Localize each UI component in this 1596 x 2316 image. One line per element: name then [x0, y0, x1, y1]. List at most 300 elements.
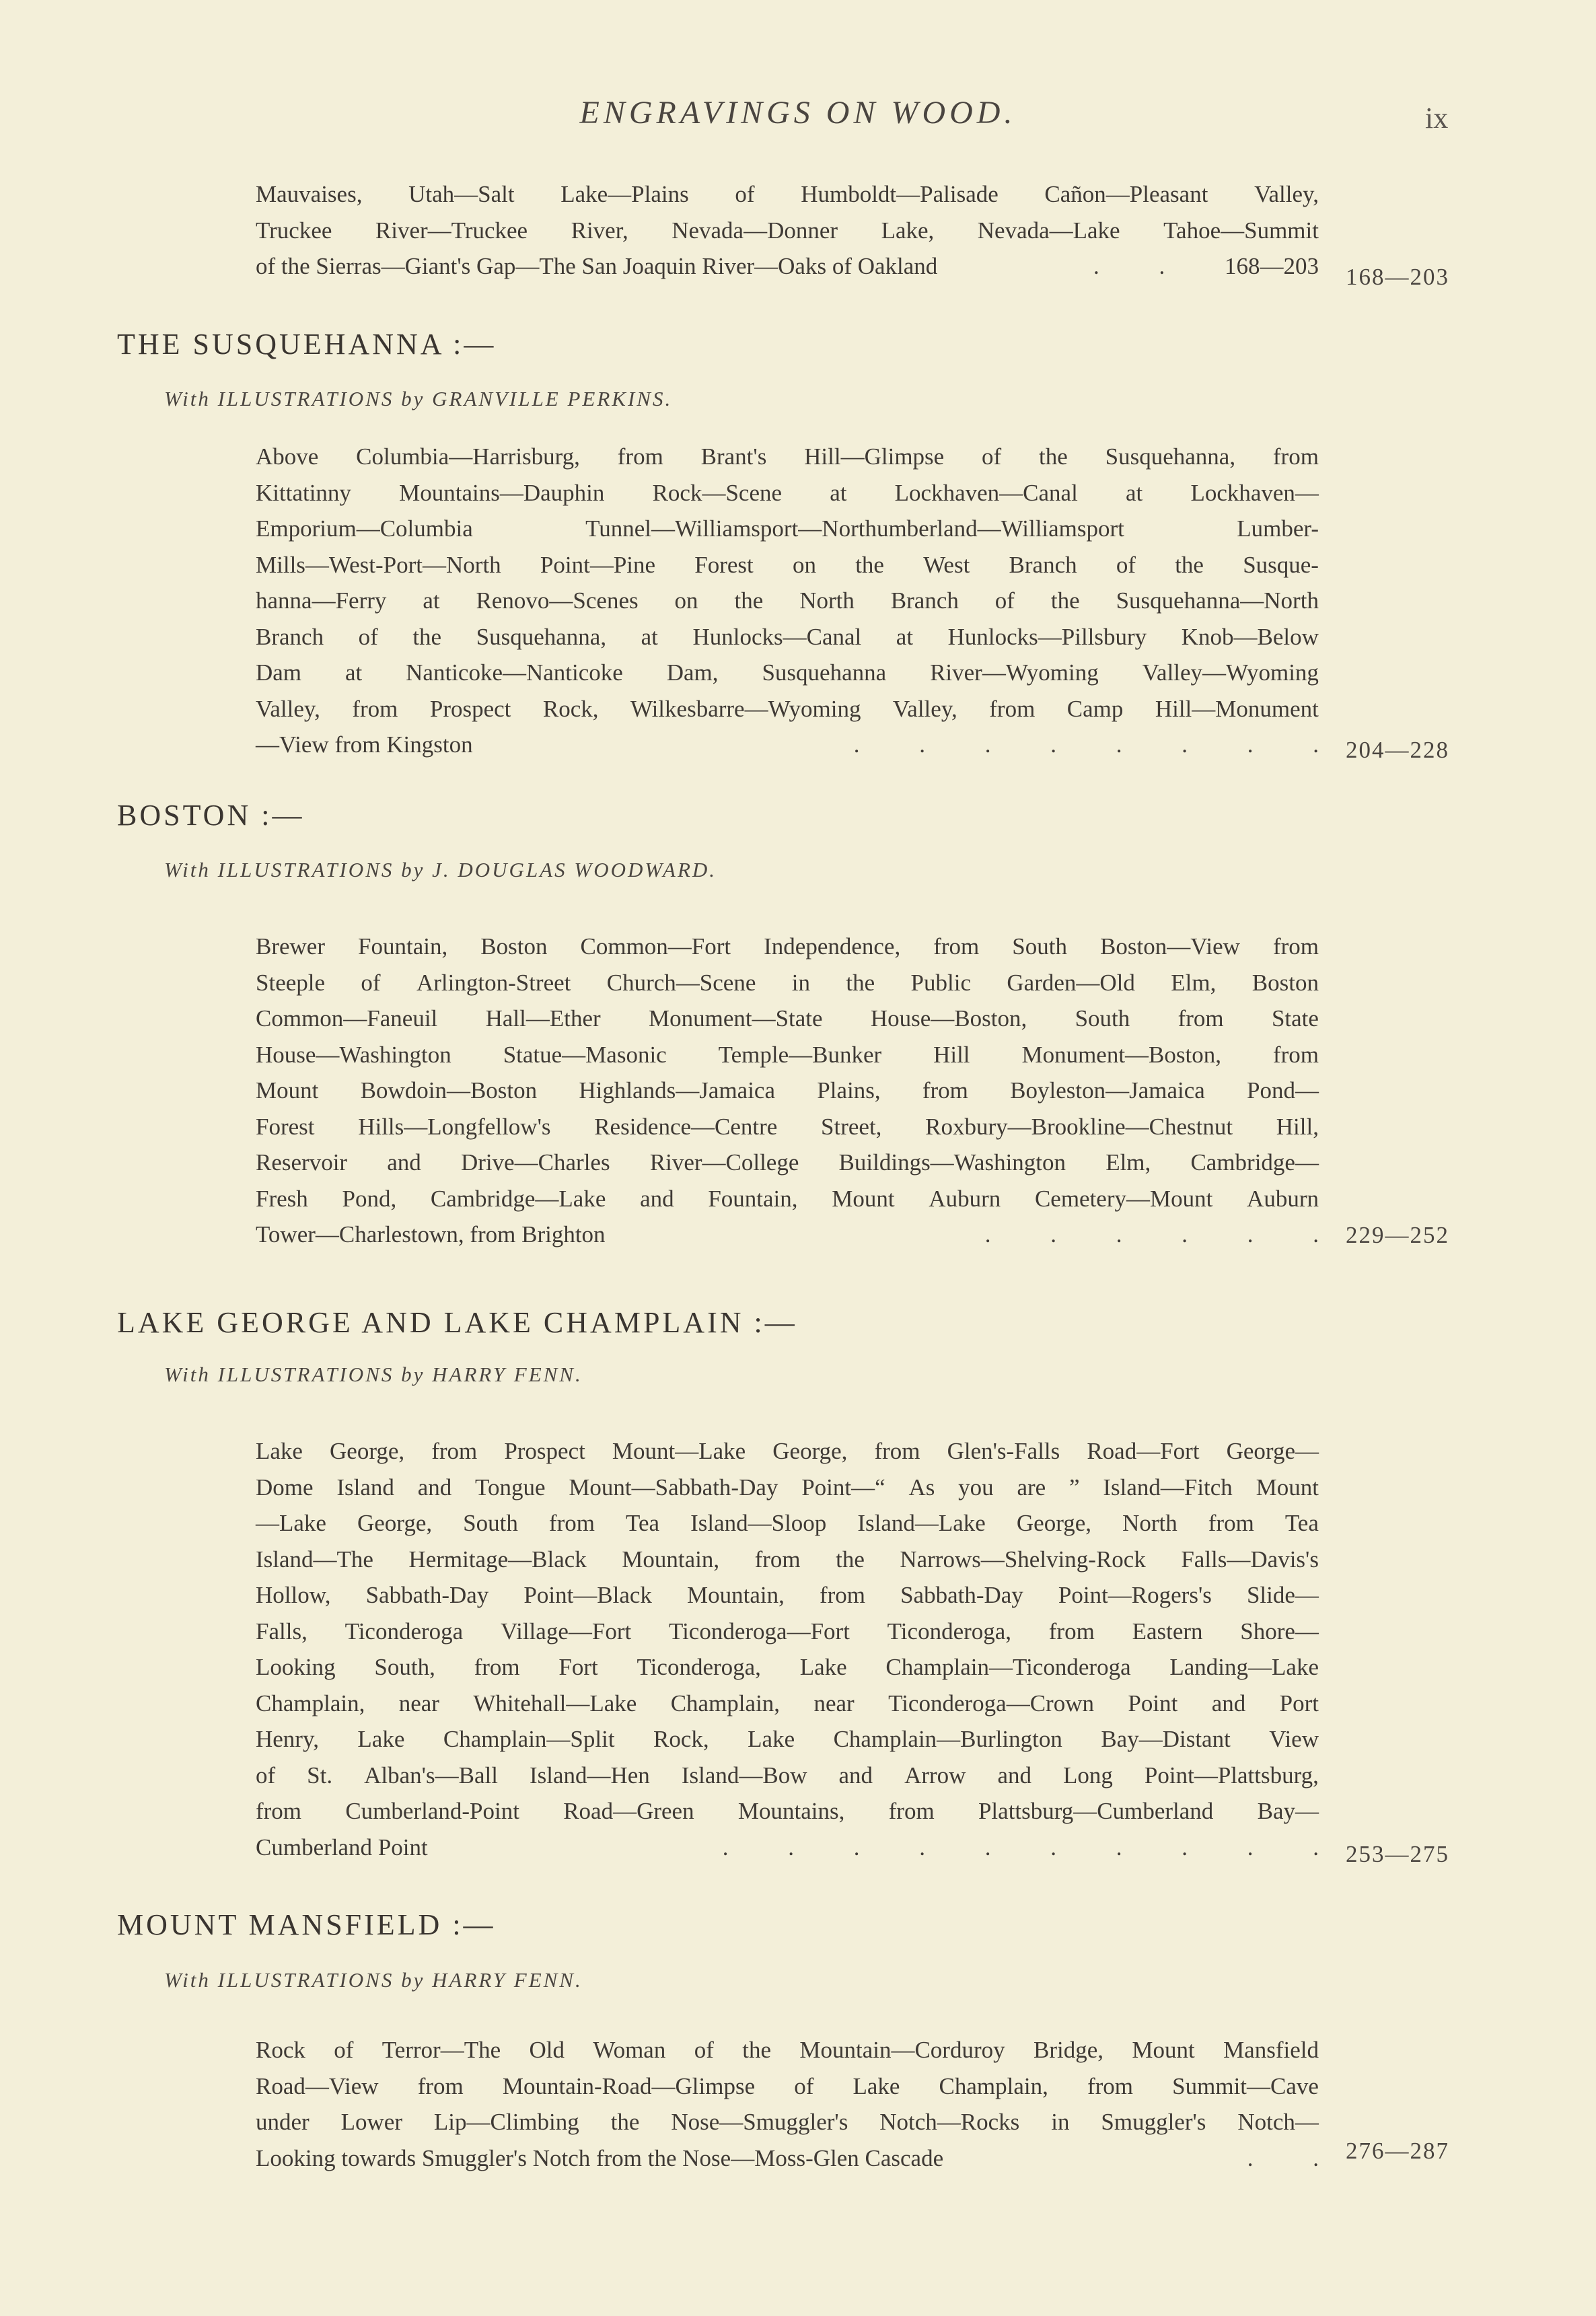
word: and	[640, 1185, 674, 1212]
leader-dots: . . . . . .	[984, 1221, 1319, 1247]
word: Prospect	[429, 695, 511, 722]
illustration-credit: With ILLUSTRATIONS by GRANVILLE PERKINS.	[164, 387, 673, 410]
word: Susquehanna—North	[1116, 587, 1319, 614]
word: Champlain,	[670, 1690, 781, 1716]
word: Tea	[1284, 1510, 1319, 1536]
word: the	[610, 2109, 640, 2135]
word: Terror—The	[382, 2037, 501, 2063]
word: Lake	[853, 2072, 900, 2099]
text-line	[256, 176, 1319, 213]
word: from	[256, 1798, 302, 1824]
word: Lake,	[881, 217, 935, 244]
word: Mount	[1256, 1474, 1319, 1500]
section-heading: THE SUSQUEHANNA :—	[117, 328, 497, 361]
word: Susquehanna,	[476, 623, 607, 650]
word: Island—Sloop	[690, 1510, 827, 1536]
word: Mountain,	[687, 1582, 785, 1608]
word: View	[1269, 1726, 1319, 1752]
word: on	[792, 551, 816, 578]
word: Mountains—Dauphin	[399, 479, 605, 506]
word: at	[1125, 479, 1143, 506]
text-line	[256, 1145, 1319, 1181]
word: Hills—Longfellow's	[358, 1113, 551, 1140]
word: Mount	[832, 1185, 895, 1212]
word: Susque-	[1243, 551, 1319, 578]
word: in	[791, 969, 810, 996]
word: Fountain,	[358, 933, 448, 960]
word: and	[387, 1149, 421, 1175]
text-line	[256, 439, 1319, 475]
word: Eastern	[1132, 1618, 1203, 1644]
word: of	[982, 443, 1002, 470]
word: George—	[1226, 1438, 1319, 1464]
word: As	[908, 1474, 935, 1500]
word: Arrow	[904, 1762, 966, 1788]
word: Mauvaises,	[256, 181, 363, 207]
text-line	[256, 1649, 1319, 1686]
word: Auburn	[929, 1185, 1001, 1212]
entry-text	[256, 2032, 1319, 2176]
word: Arlington-Street	[416, 969, 571, 996]
word: under	[256, 2109, 310, 2135]
text-line	[256, 1109, 1319, 1145]
word: Nevada—Lake	[977, 217, 1120, 244]
text-line	[256, 2104, 1319, 2140]
text-line	[256, 583, 1319, 619]
word: and	[997, 1762, 1031, 1788]
word: Henry,	[256, 1726, 319, 1752]
word: Plattsburg—Cumberland	[978, 1798, 1214, 1824]
word: Rock,	[653, 1726, 709, 1752]
word: Residence—Centre	[594, 1113, 778, 1140]
text-line	[256, 619, 1319, 655]
word: State	[1271, 1005, 1319, 1032]
word: Common—Fort	[580, 933, 731, 960]
text-line	[256, 1037, 1319, 1073]
page-number: ix	[1425, 102, 1449, 135]
word: Notch—Rocks	[879, 2109, 1020, 2135]
word: Notch—	[1237, 2109, 1319, 2135]
word: Above	[256, 443, 319, 470]
word: Mountains,	[737, 1798, 845, 1824]
word: Island	[336, 1474, 394, 1500]
word: Susquehanna,	[1105, 443, 1236, 470]
word: Pond,	[342, 1185, 397, 1212]
word: Bay—	[1257, 1798, 1319, 1824]
word: Hall—Ether	[485, 1005, 601, 1032]
word: Valley,	[1254, 181, 1319, 207]
word: George,	[357, 1510, 433, 1536]
word: at	[641, 623, 658, 650]
word: Reservoir	[256, 1149, 348, 1175]
word: Champlain,	[939, 2072, 1048, 2099]
word: from	[1208, 1510, 1254, 1536]
word: from	[989, 695, 1036, 722]
leader-dots: . .	[1247, 2144, 1319, 2171]
text-line	[256, 965, 1319, 1001]
word: Champlain—Split	[443, 1726, 615, 1752]
word: from	[819, 1582, 865, 1608]
word: Road—View	[256, 2072, 379, 2099]
word: Roxbury—Brookline—Chestnut	[925, 1113, 1233, 1140]
word: Columbia—Harrisburg,	[356, 443, 580, 470]
word: from	[922, 1077, 968, 1103]
word: the	[855, 551, 884, 578]
text-line	[256, 1542, 1319, 1578]
word: Forest	[694, 551, 754, 578]
word: Whitehall—Lake	[473, 1690, 637, 1716]
word: from	[754, 1546, 801, 1572]
word: Long	[1063, 1762, 1113, 1788]
text-line	[256, 1470, 1319, 1506]
word: Forest	[256, 1113, 315, 1140]
word: Dam,	[666, 659, 719, 686]
section-heading: BOSTON :—	[117, 799, 305, 832]
word: Lockhaven—	[1190, 479, 1319, 506]
word: George,	[772, 1438, 848, 1464]
line-text: Cumberland Point	[256, 1834, 428, 1860]
text-line	[256, 547, 1319, 583]
word: from	[548, 1510, 595, 1536]
word: from	[1272, 443, 1319, 470]
word: of	[735, 181, 755, 207]
word: from	[617, 443, 663, 470]
word: Island—The	[256, 1546, 373, 1572]
word: Summit—Cave	[1172, 2072, 1319, 2099]
word: Boyleston—Jamaica	[1010, 1077, 1205, 1103]
word: are	[1017, 1474, 1046, 1500]
text-line	[256, 1433, 1319, 1470]
word: Cumberland-Point	[345, 1798, 519, 1824]
word: Falls,	[256, 1618, 307, 1644]
word: Champlain—Ticonderoga	[885, 1654, 1131, 1680]
word: near	[813, 1690, 855, 1716]
word: Dam	[256, 659, 302, 686]
word: the	[412, 623, 442, 650]
word: Bridge,	[1033, 2037, 1103, 2063]
line-text: —View from Kingston	[256, 731, 473, 758]
word: Nanticoke—Nanticoke	[406, 659, 623, 686]
word: Elm,	[1171, 969, 1217, 996]
word: Brewer	[256, 933, 326, 960]
word: Village—Fort	[500, 1618, 632, 1644]
illustration-credit: With ILLUSTRATIONS by HARRY FENN.	[164, 1968, 583, 1992]
word: Lumber-	[1237, 515, 1319, 542]
word: Island—Bow	[681, 1762, 807, 1788]
word: from	[933, 933, 980, 960]
word: Elm,	[1105, 1149, 1151, 1175]
word: Island—Fitch	[1103, 1474, 1233, 1500]
page-range: 253—275	[1346, 1841, 1449, 1867]
word: Valley,	[892, 695, 957, 722]
word: Point—Rogers's	[1058, 1582, 1212, 1608]
word: Garden—Old	[1007, 969, 1135, 996]
word: Champlain—Burlington	[833, 1726, 1062, 1752]
word: on	[674, 587, 698, 614]
word: Hunlocks—Canal	[692, 623, 862, 650]
word: Fountain,	[708, 1185, 798, 1212]
word: Hollow,	[256, 1582, 331, 1608]
word: of	[256, 1762, 276, 1788]
word: River,	[571, 217, 628, 244]
word: Common—Faneuil	[256, 1005, 438, 1032]
text-line	[256, 1758, 1319, 1794]
word: the	[742, 2037, 771, 2063]
word: House—Boston,	[870, 1005, 1027, 1032]
word: North	[1122, 1510, 1177, 1536]
section-heading: LAKE GEORGE AND LAKE CHAMPLAIN :—	[117, 1306, 797, 1339]
word: Mountain-Road—Glimpse	[502, 2072, 756, 2099]
page-range: 204—228	[1346, 737, 1449, 763]
word: from	[1177, 1005, 1224, 1032]
entry-text	[256, 929, 1319, 1253]
text-line	[256, 1505, 1319, 1542]
word: Road—Fort	[1087, 1438, 1200, 1464]
word: the	[1039, 443, 1068, 470]
word: Susquehanna	[762, 659, 887, 686]
word: Narrows—Shelving-Rock	[900, 1546, 1146, 1572]
word: Lockhaven—Canal	[894, 479, 1078, 506]
text-line	[256, 655, 1319, 691]
word: Hill,	[1276, 1113, 1319, 1140]
word: from	[474, 1654, 520, 1680]
word: at	[423, 587, 440, 614]
text-line	[256, 1181, 1319, 1217]
word: in	[1051, 2109, 1070, 2135]
text-line	[256, 2068, 1319, 2105]
word: the	[836, 1546, 865, 1572]
word: Tunnel—Williamsport—Northumberland—Williamsport	[585, 515, 1124, 542]
word: Lake	[256, 1438, 303, 1464]
word: Fresh	[256, 1185, 308, 1212]
word: George,	[1016, 1510, 1092, 1536]
word: Valley—Wyoming	[1142, 659, 1319, 686]
word: Mountain,	[622, 1546, 720, 1572]
word: Boston	[480, 933, 548, 960]
word: Point—“	[801, 1474, 885, 1500]
word: Hill—Monument	[1155, 695, 1319, 722]
word: Public	[910, 969, 971, 996]
leader-dots: . . . . . . . .	[853, 731, 1319, 758]
text-line	[256, 727, 1319, 763]
word: Temple—Bunker	[718, 1041, 882, 1068]
word: North	[799, 587, 855, 614]
word: Cañon—Pleasant	[1044, 181, 1208, 207]
word: from	[888, 1798, 935, 1824]
word: Branch	[890, 587, 959, 614]
word: Lake	[748, 1726, 795, 1752]
word: from	[1272, 933, 1319, 960]
word: Street,	[821, 1113, 882, 1140]
text-line	[256, 929, 1319, 965]
word: River—Wyoming	[930, 659, 1099, 686]
word: Knob—Below	[1181, 623, 1319, 650]
line-text: of the Sierras—Giant's Gap—The San Joaquin River—Oaks of Oakland	[256, 253, 938, 279]
word: Hill—Glimpse	[804, 443, 945, 470]
word: Lake	[799, 1654, 847, 1680]
word: Ticonderoga,	[887, 1618, 1012, 1644]
leader-dots: . . 168—203	[1093, 253, 1319, 279]
running-head: ENGRAVINGS ON WOOD.	[579, 95, 1017, 131]
word: from	[352, 695, 398, 722]
text-line	[256, 213, 1319, 249]
word: Branch	[256, 623, 324, 650]
word: Cambridge—	[1190, 1149, 1319, 1175]
word: Church—Scene	[606, 969, 756, 996]
word: Smuggler's	[1101, 2109, 1206, 2135]
word: Point—Plattsburg,	[1144, 1762, 1319, 1788]
word: George,	[330, 1438, 405, 1464]
word: Rock	[256, 2037, 305, 2063]
text-line	[256, 1073, 1319, 1109]
word: Looking	[256, 1654, 336, 1680]
line-text: Looking towards Smuggler's Notch from the Nose—Moss-Glen Cascade	[256, 2144, 944, 2171]
text-line	[256, 248, 1319, 285]
word: South,	[374, 1654, 435, 1680]
word: of	[361, 969, 381, 996]
word: from	[431, 1438, 478, 1464]
word: Humboldt—Palisade	[801, 181, 999, 207]
word: Steeple	[256, 969, 326, 996]
word: South	[1012, 933, 1067, 960]
word: from	[1272, 1041, 1319, 1068]
text-line	[256, 475, 1319, 511]
word: Champlain,	[256, 1690, 365, 1716]
entry-text	[256, 439, 1319, 763]
entry-text	[256, 1433, 1319, 1865]
word: of	[794, 2072, 814, 2099]
section-heading: MOUNT MANSFIELD :—	[117, 1908, 496, 1941]
word: Road—Green	[563, 1798, 694, 1824]
word: Glen's-Falls	[947, 1438, 1060, 1464]
word: Falls—Davis's	[1181, 1546, 1319, 1572]
word: the	[1175, 551, 1204, 578]
word: West	[923, 551, 970, 578]
word: Truckee	[256, 217, 332, 244]
word: ”	[1068, 1474, 1080, 1500]
word: Lake	[357, 1726, 405, 1752]
word: Utah—Salt	[408, 181, 515, 207]
word: Buildings—Washington	[838, 1149, 1066, 1175]
word: Island—Hen	[529, 1762, 650, 1788]
word: River—Truckee	[375, 217, 528, 244]
word: Ticonderoga	[344, 1618, 464, 1644]
text-line	[256, 1217, 1319, 1253]
word: at	[830, 479, 847, 506]
word: Sabbath-Day	[365, 1582, 489, 1608]
text-line	[256, 1577, 1319, 1614]
word: Nose—Smuggler's	[671, 2109, 848, 2135]
word: Tongue	[475, 1474, 546, 1500]
word: Cambridge—Lake	[430, 1185, 606, 1212]
word: Point	[1128, 1690, 1178, 1716]
word: Hunlocks—Pillsbury	[947, 623, 1147, 650]
illustration-credit: With ILLUSTRATIONS by J. DOUGLAS WOODWARD.	[164, 858, 717, 881]
word: Old	[529, 2037, 565, 2063]
word: Statue—Masonic	[503, 1041, 667, 1068]
text-line	[256, 1793, 1319, 1830]
word: Mount—Lake	[612, 1438, 746, 1464]
word: Point—Pine	[540, 551, 656, 578]
word: Ticonderoga,	[637, 1654, 761, 1680]
word: Wilkesbarre—Wyoming	[630, 695, 861, 722]
word: Renovo—Scenes	[476, 587, 639, 614]
word: of	[694, 2037, 714, 2063]
word: Nevada—Donner	[672, 217, 838, 244]
word: Branch	[1009, 551, 1077, 578]
word: of	[334, 2037, 354, 2063]
word: Camp	[1066, 695, 1124, 722]
word: —Lake	[256, 1510, 326, 1536]
word: and	[1211, 1690, 1246, 1716]
word: Alban's—Ball	[364, 1762, 498, 1788]
word: Emporium—Columbia	[256, 515, 473, 542]
word: you	[958, 1474, 994, 1500]
word: and	[417, 1474, 452, 1500]
word: from	[1048, 1618, 1095, 1644]
word: Valley,	[256, 695, 320, 722]
word: House—Washington	[256, 1041, 451, 1068]
text-line	[256, 511, 1319, 547]
word: Sabbath-Day	[900, 1582, 1023, 1608]
word: Ticonderoga—Crown	[888, 1690, 1094, 1716]
page-range: 276—287	[1346, 2138, 1449, 2164]
line-text: Tower—Charlestown, from Brighton	[256, 1221, 606, 1247]
leader-dots: . . . . . . . . . .	[722, 1834, 1319, 1860]
word: Shore—	[1240, 1618, 1319, 1644]
page-range: 168—203	[1346, 264, 1449, 290]
word: Rock,	[542, 695, 599, 722]
word: Hill	[933, 1041, 970, 1068]
word: Monument—Boston,	[1021, 1041, 1221, 1068]
word: Rock—Scene	[652, 479, 783, 506]
word: Boston—View	[1100, 933, 1240, 960]
word: near	[398, 1690, 439, 1716]
word: Boston	[1252, 969, 1319, 996]
word: St.	[307, 1762, 333, 1788]
word: Mount—Sabbath-Day	[569, 1474, 778, 1500]
word: Bowdoin—Boston	[360, 1077, 538, 1103]
word: Mount	[256, 1077, 319, 1103]
page-range: 229—252	[1346, 1222, 1449, 1248]
text-line	[256, 1721, 1319, 1758]
text-line	[256, 2140, 1319, 2177]
word: Landing—Lake	[1169, 1654, 1319, 1680]
word: South	[463, 1510, 518, 1536]
word: Plains,	[817, 1077, 881, 1103]
word: Slide—	[1246, 1582, 1319, 1608]
word: the	[734, 587, 764, 614]
word: the	[846, 969, 875, 996]
word: Lower	[340, 2109, 402, 2135]
word: from	[1087, 2072, 1134, 2099]
word: South	[1075, 1005, 1130, 1032]
text-line	[256, 2032, 1319, 2068]
text-line	[256, 1614, 1319, 1650]
word: Lip—Climbing	[433, 2109, 579, 2135]
word: at	[344, 659, 363, 686]
word: Ticonderoga—Fort	[668, 1618, 850, 1644]
word: Hermitage—Black	[408, 1546, 587, 1572]
illustration-credit: With ILLUSTRATIONS by HARRY FENN.	[164, 1363, 583, 1386]
entry-continuation	[256, 176, 1319, 285]
word: Port	[1279, 1690, 1319, 1716]
word: Bay—Distant	[1101, 1726, 1231, 1752]
word: Prospect	[504, 1438, 585, 1464]
word: Point—Black	[523, 1582, 652, 1608]
word: Fort	[558, 1654, 598, 1680]
word: hanna—Ferry	[256, 587, 387, 614]
